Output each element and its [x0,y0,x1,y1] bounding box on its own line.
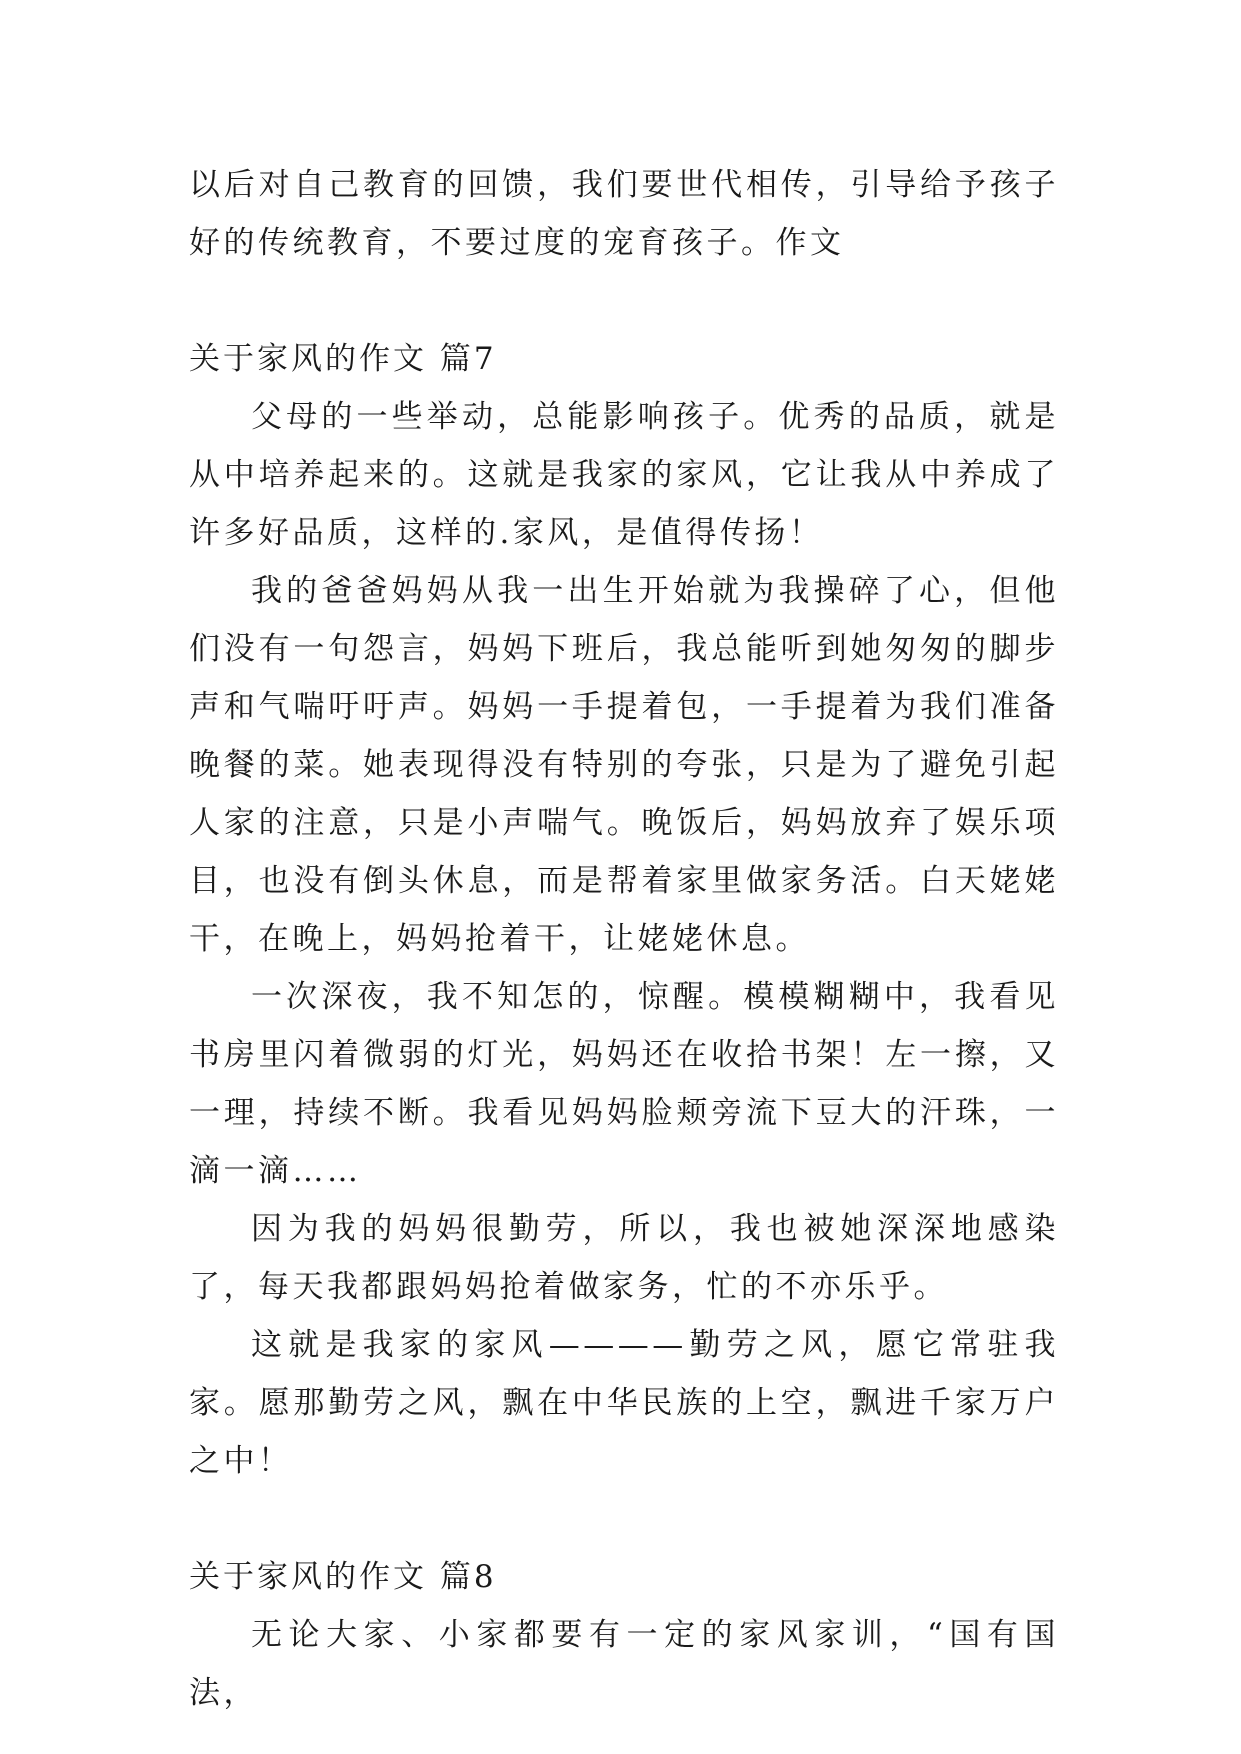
section-7-paragraph-3: 一次深夜，我不知怎的，惊醒。模模糊糊中，我看见书房里闪着微弱的灯光，妈妈还在收拾书架！左一擦，又一理，持续不断。我看见妈妈脸颊旁流下豆大的汗珠，一滴一滴…… [189,979,1059,1189]
section-8-paragraph-1: 无论大家、小家都要有一定的家风家训，“国有国法， [189,1617,1059,1711]
section-7-paragraph-2: 我的爸爸妈妈从我一出生开始就为我操碎了心，但他们没有一句怨言，妈妈下班后，我总能听到她匆匆的脚步声和气喘吁吁声。妈妈一手提着包，一手提着为我们准备晚餐的菜。她表现得没有特别的夸张，只是为了避免引起人家的注意，只是小声喘气。晚饭后，妈妈放弃了娱乐项目，也没有倒头休息，而是帮着家里做家务活。白天姥姥干，在晚上，妈妈抢着干，让姥姥休息。 [189,573,1059,957]
section-spacer [189,272,1059,330]
section-7-paragraph-4: 因为我的妈妈很勤劳，所以，我也被她深深地感染了，每天我都跟妈妈抢着做家务，忙的不亦乐乎。 [189,1211,1059,1305]
section-7-paragraph-1: 父母的一些举动，总能影响孩子。优秀的品质，就是从中培养起来的。这就是我家的家风，它让我从中养成了许多好品质，这样的.家风，是值得传扬！ [189,399,1059,551]
section-8-heading: 关于家风的作文 篇8 [189,1559,497,1595]
section-spacer [189,1490,1059,1548]
section-7-heading: 关于家风的作文 篇7 [189,341,497,377]
intro-paragraph: 以后对自己教育的回馈，我们要世代相传，引导给予孩子好的传统教育，不要过度的宠育孩子。作文 [189,167,1059,261]
section-7-paragraph-5: 这就是我家的家风————勤劳之风，愿它常驻我家。愿那勤劳之风，飘在中华民族的上空，飘进千家万户之中！ [189,1327,1059,1479]
document-body [189,156,1059,1722]
